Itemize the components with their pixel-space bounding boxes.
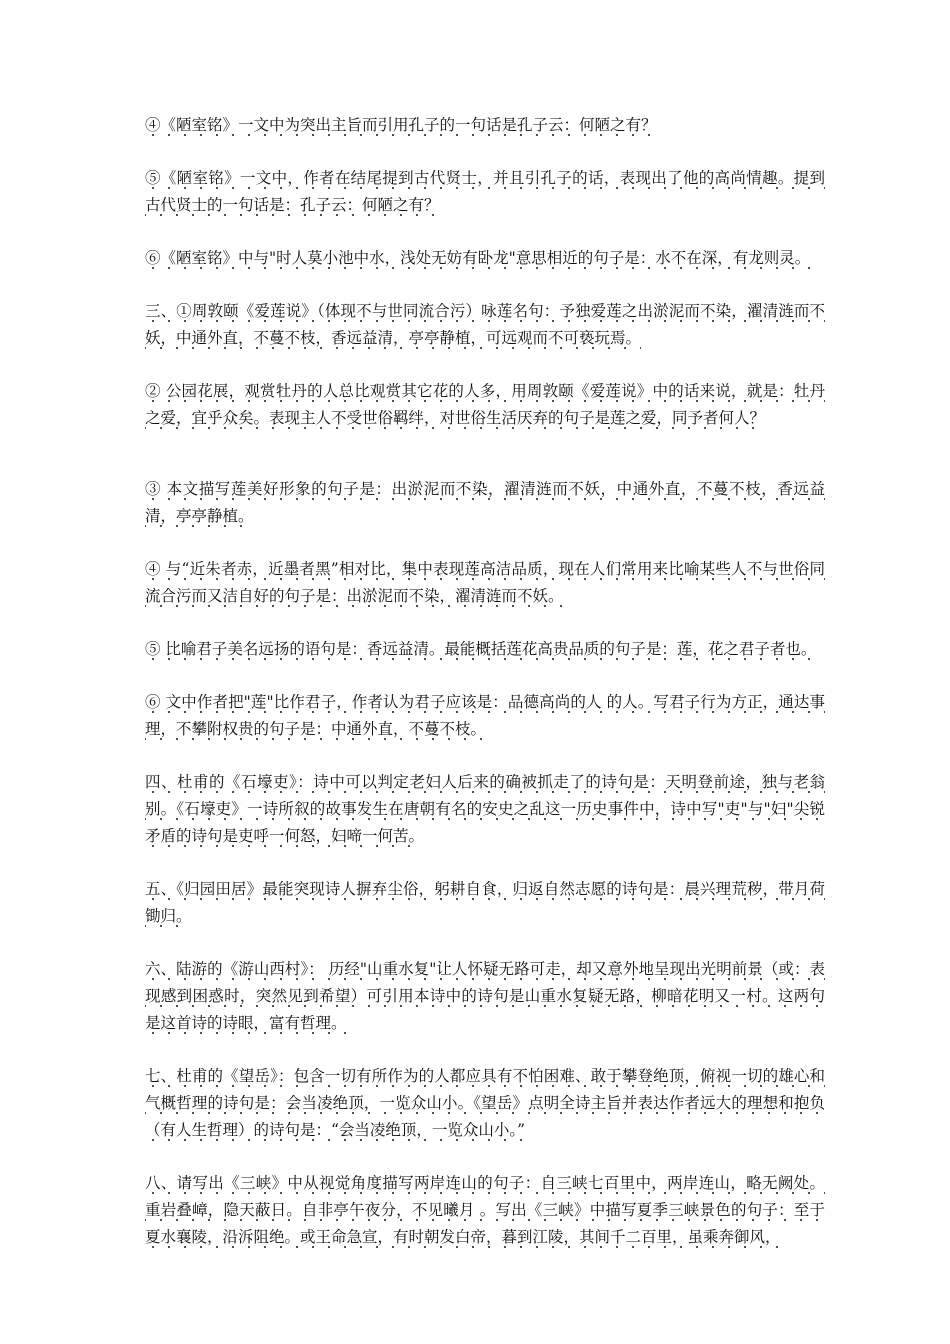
paragraph-3 bbox=[145, 245, 825, 272]
paragraph-10 bbox=[145, 769, 825, 850]
paragraph-3-text: ⑥《陋室铭》中与"时人莫小池中水，浅处无妨有卧龙"意思相近的句子是：水不在深，有龙则灵。 bbox=[145, 249, 810, 270]
paragraph-11-text: 五、《归园田居》最能突现诗人摒弃尘俗，躬耕自食，归返自然志愿的诗句是：晨兴理荒秽，带月荷锄归。 bbox=[145, 880, 825, 928]
paragraph-14 bbox=[145, 1170, 825, 1251]
paragraph-10-text: 四、杜甫的《石壕吏》：诗中可以判定老妇人后来的确被抓走了的诗句是：天明登前途，独与老翁别。《石壕吏》一诗所叙的故事发生在唐朝有名的安史之乱这一历史事件中，诗中写"吏"与"妇"尖锐矛盾的诗句是吏呼一何怒，妇啼一何苦。 bbox=[145, 773, 825, 848]
paragraph-1 bbox=[145, 112, 825, 139]
paragraph-2 bbox=[145, 165, 825, 219]
paragraph-14-text: 八、请写出《三峡》中从视觉角度描写两岸连山的句子：自三峡七百里中，两岸连山，略无阙处。重岩叠嶂，隐天蔽日。自非亭午夜分，不见曦月 。写出《三峡》中描写夏季三峡景色的句子：至于夏水襄陵，沿泝阻绝。或王命急宣，有时朝发白帝，暮到江陵，其间千二百里，虽乘奔御风， bbox=[145, 1174, 825, 1249]
paragraph-12 bbox=[145, 956, 825, 1037]
paragraph-8 bbox=[145, 636, 825, 663]
paragraph-4 bbox=[145, 298, 825, 352]
paragraph-5-text: ② 公园花展，观赏牡丹的人总比观赏其它花的人多，用周敦颐《爱莲说》中的话来说，就是：牡丹之爱，宜乎众矣。表现主人不受世俗羁绊，对世俗生活厌弃的句子是莲之爱，同予者何人？ bbox=[145, 382, 825, 430]
paragraph-9-text: ⑥ 文中作者把"莲"比作君子，作者认为君子应该是：品德高尚的人 的人。写君子行为方正，通达事理，不攀附权贵的句子是：中通外直，不蔓不枝。 bbox=[145, 693, 825, 741]
paragraph-8-text: ⑤ 比喻君子美名远扬的语句是：香远益清。最能概括莲花高贵品质的句子是：莲，花之君子者也。 bbox=[145, 640, 816, 661]
paragraph-5 bbox=[145, 378, 825, 432]
paragraph-7 bbox=[145, 556, 825, 610]
paragraph-7-text: ④ 与“近朱者赤，近墨者黑”相对比，集中表现莲高洁品质，现在人们常用来比喻某些人不与世俗同流合污而又洁自好的句子是：出淤泥而不染，濯清涟而不妖。 bbox=[145, 560, 825, 608]
paragraph-1-text: ④《陋室铭》一文中为突出主旨而引用孔子的一句话是孔子云：何陋之有？ bbox=[145, 116, 657, 137]
paragraph-6 bbox=[145, 476, 825, 530]
paragraph-4-text: 三、①周敦颐《爱莲说》（体现不与世同流合污）咏莲名句：予独爱莲之出淤泥而不染，濯清涟而不妖，中通外直，不蔓不枝，香远益清，亭亭静植，可远观而不可亵玩焉。 bbox=[145, 302, 825, 350]
document-page bbox=[145, 112, 825, 1277]
paragraph-13-text: 七、杜甫的《望岳》：包含一切有所作为的人都应具有不怕困难、敢于攀登绝顶，俯视一切的雄心和气概哲理的诗句是：会当凌绝顶，一览众山小。《望岳》点明全诗主旨并表达作者远大的理想和抱负（有人生哲理）的诗句是：“会当凌绝顶，一览众山小。” bbox=[145, 1067, 825, 1142]
paragraph-12-text: 六、陆游的《游山西村》： 历经"山重水复"让人怀疑无路可走，却又意外地呈现出光明前景（或：表现感到困惑时，突然见到希望）可引用本诗中的诗句是山重水复疑无路，柳暗花明又一村。这两句是这首诗的诗眼，富有哲理。 bbox=[145, 960, 825, 1035]
paragraph-6-text: ③ 本文描写莲美好形象的句子是：出淤泥而不染，濯清涟而不妖，中通外直，不蔓不枝，香远益清，亭亭静植。 bbox=[145, 480, 825, 528]
paragraph-2-text: ⑤《陋室铭》一文中，作者在结尾提到古代贤士，并且引孔子的话，表现出了他的高尚情趣。提到古代贤士的一句话是：孔子云：何陋之有？ bbox=[145, 169, 825, 217]
paragraph-11 bbox=[145, 876, 825, 930]
paragraph-13 bbox=[145, 1063, 825, 1144]
paragraph-9 bbox=[145, 689, 825, 743]
